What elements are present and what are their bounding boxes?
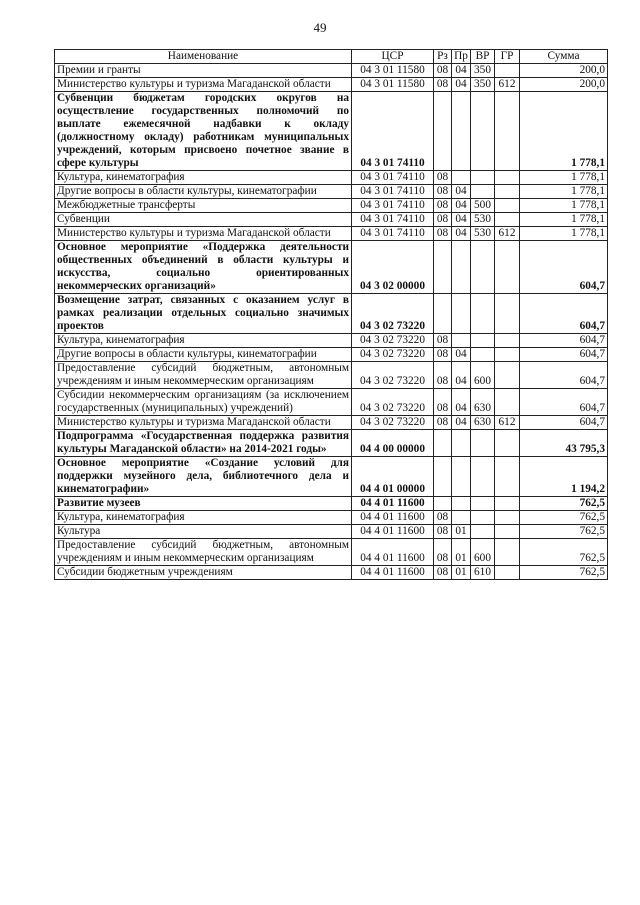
cell-name: Предоставление субсидий бюджетным, автономным учреждениям и иным некоммерческим организациям [55,362,352,389]
cell-vr [471,525,495,539]
cell-rz: 08 [434,389,452,416]
cell-rz: 08 [434,511,452,525]
cell-code: 04 3 01 74110 [352,199,434,213]
cell-pr: 01 [452,566,471,580]
table-header-row [55,50,608,64]
cell-gr [495,92,520,171]
cell-vr: 530 [471,227,495,241]
table-row [55,566,608,580]
cell-rz: 08 [434,185,452,199]
cell-vr [471,511,495,525]
cell-name: Министерство культуры и туризма Магаданской области [55,416,352,430]
cell-name: Премии и гранты [55,64,352,78]
cell-gr [495,525,520,539]
cell-gr [495,497,520,511]
cell-rz: 08 [434,227,452,241]
cell-pr [452,294,471,334]
cell-pr: 04 [452,78,471,92]
cell-pr [452,430,471,457]
cell-code: 04 3 02 73220 [352,334,434,348]
cell-rz: 08 [434,525,452,539]
table-row [55,430,608,457]
header-sum: Сумма [520,50,608,64]
cell-sum: 1 778,1 [520,185,608,199]
cell-vr [471,171,495,185]
table-row [55,199,608,213]
cell-pr [452,497,471,511]
cell-rz [434,241,452,294]
cell-name: Субсидии некоммерческим организациям (за исключением государственных (муниципальных) учреждений) [55,389,352,416]
cell-sum: 604,7 [520,334,608,348]
cell-code: 04 3 01 74110 [352,227,434,241]
cell-rz: 08 [434,566,452,580]
cell-rz: 08 [434,334,452,348]
cell-rz: 08 [434,416,452,430]
cell-rz: 08 [434,539,452,566]
cell-code: 04 3 01 74110 [352,171,434,185]
table-row [55,241,608,294]
cell-code: 04 3 01 74110 [352,185,434,199]
header-pr: Пр [452,50,471,64]
table-row [55,78,608,92]
cell-vr: 600 [471,362,495,389]
cell-code: 04 4 01 11600 [352,539,434,566]
cell-name: Основное мероприятие «Поддержка деятельности общественных объединений в области культуры и искусства, социально ориентированных некоммерческих организаций» [55,241,352,294]
table-row [55,348,608,362]
cell-sum: 1 778,1 [520,213,608,227]
cell-vr: 350 [471,64,495,78]
cell-gr [495,511,520,525]
cell-pr [452,241,471,294]
cell-rz: 08 [434,199,452,213]
table-row [55,389,608,416]
cell-gr [495,566,520,580]
cell-vr [471,92,495,171]
cell-pr: 04 [452,389,471,416]
cell-gr [495,241,520,294]
cell-sum: 604,7 [520,416,608,430]
cell-name: Другие вопросы в области культуры, кинематографии [55,348,352,362]
cell-code: 04 3 02 73220 [352,362,434,389]
cell-name: Субвенции [55,213,352,227]
cell-vr [471,294,495,334]
cell-sum: 1 778,1 [520,171,608,185]
cell-sum: 1 778,1 [520,227,608,241]
table-row [55,171,608,185]
cell-code: 04 4 01 11600 [352,566,434,580]
cell-pr: 04 [452,213,471,227]
cell-name: Субсидии бюджетным учреждениям [55,566,352,580]
cell-gr [495,294,520,334]
cell-code: 04 3 02 73220 [352,348,434,362]
cell-vr [471,430,495,457]
cell-gr [495,213,520,227]
cell-gr [495,539,520,566]
table-row [55,92,608,171]
cell-sum: 43 795,3 [520,430,608,457]
cell-name: Министерство культуры и туризма Магаданской области [55,78,352,92]
cell-code: 04 4 01 00000 [352,457,434,497]
page-number: 49 [313,20,327,35]
cell-rz: 08 [434,348,452,362]
cell-rz [434,430,452,457]
cell-vr: 500 [471,199,495,213]
cell-gr [495,457,520,497]
table-row [55,213,608,227]
cell-sum: 604,7 [520,362,608,389]
cell-pr: 04 [452,64,471,78]
cell-sum: 200,0 [520,64,608,78]
cell-vr: 630 [471,389,495,416]
cell-vr [471,497,495,511]
cell-code: 04 3 02 00000 [352,241,434,294]
cell-gr: 612 [495,416,520,430]
cell-name: Предоставление субсидий бюджетным, автономным учреждениям и иным некоммерческим организациям [55,539,352,566]
cell-rz: 08 [434,171,452,185]
cell-name: Возмещение затрат, связанных с оказанием услуг в рамках реализации отдельных социально значимых проектов [55,294,352,334]
cell-vr [471,457,495,497]
cell-pr [452,92,471,171]
budget-table [54,49,608,580]
table-row [55,294,608,334]
cell-pr: 04 [452,362,471,389]
cell-pr: 04 [452,348,471,362]
cell-rz [434,92,452,171]
cell-gr [495,171,520,185]
cell-pr [452,334,471,348]
cell-sum: 762,5 [520,525,608,539]
cell-code: 04 3 01 11580 [352,78,434,92]
cell-rz: 08 [434,64,452,78]
cell-sum: 604,7 [520,241,608,294]
cell-rz [434,457,452,497]
cell-code: 04 4 01 11600 [352,525,434,539]
table-row [55,362,608,389]
table-row [55,525,608,539]
cell-rz [434,294,452,334]
cell-code: 04 3 02 73220 [352,416,434,430]
cell-pr [452,171,471,185]
table-row [55,511,608,525]
cell-name: Основное мероприятие «Создание условий для поддержки музейного дела, библиотечного дела и кинематографии» [55,457,352,497]
cell-gr [495,64,520,78]
table-row [55,227,608,241]
cell-code: 04 3 02 73220 [352,294,434,334]
cell-sum: 762,5 [520,511,608,525]
cell-sum: 762,5 [520,497,608,511]
cell-name: Другие вопросы в области культуры, кинематографии [55,185,352,199]
cell-name: Культура [55,525,352,539]
cell-name: Развитие музеев [55,497,352,511]
cell-gr [495,199,520,213]
table-row [55,539,608,566]
cell-code: 04 4 01 11600 [352,511,434,525]
cell-name: Подпрограмма «Государственная поддержка развития культуры Магаданской области» на 2014-2021 годы» [55,430,352,457]
cell-gr [495,430,520,457]
cell-sum: 604,7 [520,348,608,362]
cell-pr: 04 [452,199,471,213]
cell-name: Субвенции бюджетам городских округов на осуществление государственных полномочий по выплате ежемесячной надбавки к окладу (должностному окладу) работникам муниципальных учреждений, которым присвоено почетное звание в сфере культуры [55,92,352,171]
header-rz: Рз [434,50,452,64]
cell-sum: 200,0 [520,78,608,92]
cell-vr: 600 [471,539,495,566]
cell-sum: 604,7 [520,389,608,416]
cell-gr [495,334,520,348]
cell-sum: 604,7 [520,294,608,334]
cell-vr [471,334,495,348]
cell-code: 04 4 01 11600 [352,497,434,511]
cell-vr [471,348,495,362]
table-row [55,416,608,430]
cell-name: Культура, кинематография [55,334,352,348]
cell-sum: 1 778,1 [520,92,608,171]
cell-name: Культура, кинематография [55,171,352,185]
cell-name: Культура, кинематография [55,511,352,525]
cell-gr [495,362,520,389]
cell-vr: 630 [471,416,495,430]
table-row [55,497,608,511]
cell-vr: 350 [471,78,495,92]
cell-pr: 04 [452,227,471,241]
cell-rz: 08 [434,78,452,92]
cell-name: Межбюджетные трансферты [55,199,352,213]
cell-pr [452,511,471,525]
cell-pr: 01 [452,539,471,566]
table-row [55,334,608,348]
cell-code: 04 4 00 00000 [352,430,434,457]
cell-code: 04 3 01 11580 [352,64,434,78]
header-vr: ВР [471,50,495,64]
cell-pr: 04 [452,185,471,199]
cell-rz [434,497,452,511]
cell-code: 04 3 01 74110 [352,213,434,227]
cell-pr: 04 [452,416,471,430]
cell-gr: 612 [495,227,520,241]
cell-pr [452,457,471,497]
cell-name: Министерство культуры и туризма Магаданской области [55,227,352,241]
cell-gr [495,185,520,199]
cell-vr [471,185,495,199]
cell-code: 04 3 01 74110 [352,92,434,171]
cell-gr [495,389,520,416]
table-row [55,457,608,497]
cell-code: 04 3 02 73220 [352,389,434,416]
cell-vr: 530 [471,213,495,227]
header-name: Наименование [55,50,352,64]
cell-sum: 762,5 [520,566,608,580]
cell-pr: 01 [452,525,471,539]
cell-sum: 1 778,1 [520,199,608,213]
header-gr: ГР [495,50,520,64]
cell-sum: 762,5 [520,539,608,566]
cell-vr: 610 [471,566,495,580]
cell-rz: 08 [434,362,452,389]
cell-vr [471,241,495,294]
cell-rz: 08 [434,213,452,227]
table-row [55,64,608,78]
cell-sum: 1 194,2 [520,457,608,497]
cell-gr: 612 [495,78,520,92]
cell-gr [495,348,520,362]
table-row [55,185,608,199]
header-code: ЦСР [352,50,434,64]
